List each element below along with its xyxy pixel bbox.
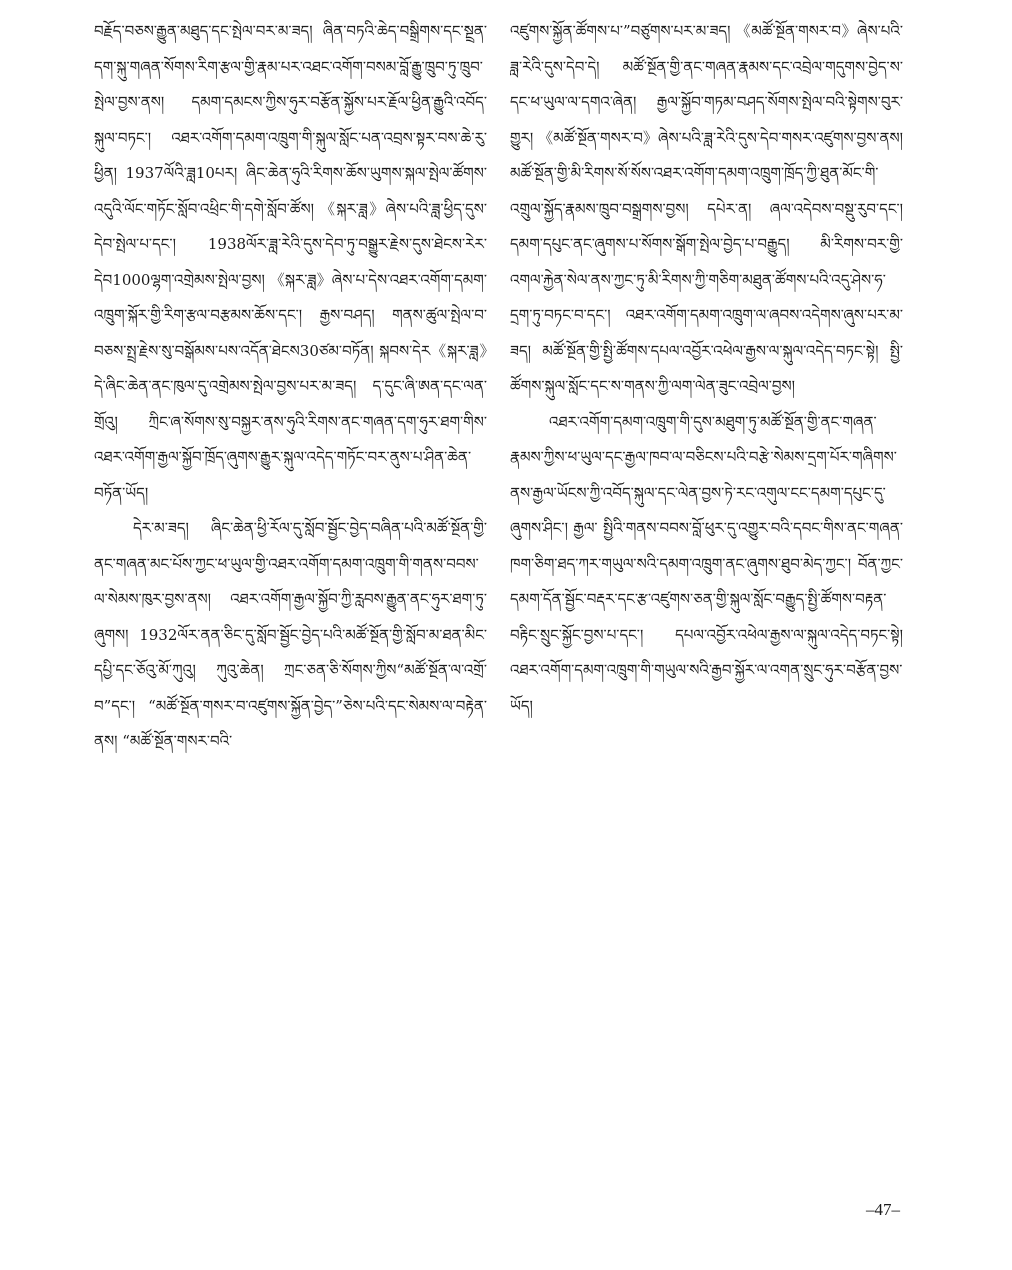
right-text-column (510, 14, 903, 1064)
left-text-column (94, 14, 487, 1064)
paragraph: བརྗོད་བཅས་རྒྱུན་མཐུད་དང་སྤེལ་བར་མ་ཟད། ཞིན་བཏའི་ཆེད་བསྒྲིགས་དང་སྔྲན་དག་སྐུ་གཞན་སོགས་རིག་རྩལ་གྱི་རྣམ་པར་འཐང་འགོག་བསམ་བློ་རྒྱུ་ཁྲུབ་ཏུ་ཁྲུབ་སྤེལ་བྱས་ནས། དམག་དམངས་ཀྱིས་ཧུར་བརྩོན་སྐྱོས་པར་རྗོལ་ཕྱིན་རྒྱུའི་འབོད་སྐུལ་བཏང་། འཐར་འགོག་དམག་འཁྲུག་གི་སྐུལ་སློང་པན་འབྲས་སྟར་བས་ཆེ་རུ་ཕྱིན། 1937ལོའི་ཟླ10པར། ཞིང་ཆེན་ཧུའི་རིགས་ཆོས་ཡུགས་སྐལ་སྤེལ་ཚོགས་འདུའི་ལོང་གཏོང་སློབ་འཕྲིང་གི་དགེ་སློབ་ཚོས། 《སྐར་ཟླ》ཞེས་པའི་ཟླ་ཕྱིད་དུས་དེབ་སྤེལ་པ་དང་། 1938ལོར་ཟླ་རེའི་དུས་དེབ་ཏུ་བསྒྱུར་རྗེས་དུས་ཐེངས་རེར་དེབ1000ལྷག་འགྲེམས་སྤེལ་བྱས། 《སྐར་ཟླ》ཞེས་པ་དེས་འཐར་འགོག་དམག་འཁྲུག་སྐོར་གྱི་རིག་རྩལ་བརྩམས་ཆོས་དང་། རྒྱས་བཤད། གནས་ཚུལ་སྤེལ་བ་བཅས་སྤྲ་རྗེས་སུ་བསྒོམས་པས་འདོན་ཐེངས30ཙམ་བཏོན། སྐབས་དེར《སྐར་ཟླ》དེ་ཞིང་ཆེན་ནང་ཁུལ་དུ་འགྲེམས་སྤེལ་བྱས་པར་མ་ཟད། ད་དུང་ཞི་ཨན་དང་ལན་གྲོའུ། ཀྲིང་ཞ་སོགས་སུ་བསྐྱར་ནས་ཧུའི་རིགས་ནང་གཞན་དག་ཧུར་ཐག་གིས་འཐར་འགོག་རྒྱལ་སྐྱོབ་ཁྲོད་ཞུགས་རྒྱུར་སྐུལ་འདེད་གཏོང་བར་ནུས་པ་ཤིན་ཆེན་བཏོན་ཡོད། (94, 22, 487, 502)
paragraph: དེར་མ་ཟད། ཞིང་ཆེན་ཕྱི་རོལ་དུ་སློབ་སྦྱོང་བྱེད་བཞིན་པའི་མཚོ་སྔོན་གྱི་ནང་གཞན་མང་པོས་ཀྱང་ཕ་ཡུལ་གྱི་འཐར་འགོག་དམག་འཁྲུག་གི་གནས་བབས་ལ་སེམས་ཁུར་བྱས་ནས། འཐར་འགོག་རྒྱལ་སྐྱོབ་ཀྱི་རླབས་རྒྱུན་ནང་ཧུར་ཐག་ཏུ་ཞུགས། 1932ལོར་ནན་ཅིང་དུ་སློབ་སྦྱོང་བྱེད་པའི་མཚོ་སྔོན་གྱི་སློབ་མ་ཐན་མིང་དཔྱི་དང་ཅོའུ་མོ་ཀུའུ། ཀུའུ་ཆེན། ཀྲང་ཅན་ཅི་སོགས་ཀྱིས“མཚོ་སྔོན་ལ་འགྲོ་བ”དང་། “མཚོ་སྔོན་གསར་བ་འཛུགས་སྐྱོན་བྱེད་”ཅེས་པའི་དང་སེམས་ལ་བརྟེན་ནས། “མཚོ་སྔོན་གསར་བའི་ (94, 519, 487, 750)
paragraph: འཐར་འགོག་དམག་འཁྲུག་གི་དུས་མཐུག་ཏུ་མཚོ་སྔོན་གྱི་ནང་གཞན་རྣམས་ཀྱིས་ཕ་ཡུལ་དང་རྒྱལ་ཁབ་ལ་བཅིངས་པའི་བརྩེ་སེམས་དྲག་པོར་གཞིགས་ནས་རྒྱལ་ཡོངས་ཀྱི་འབོད་སྐུལ་དང་ལེན་བྱས་ཏེ་རང་འགུལ་ངང་དམག་དཔུང་དུ་ཞུགས་ཤིང་། རྒྱལ་ སྤྱིའི་གནས་བབས་བློ་ཕུར་དུ་འགྱུར་བའི་དབང་གིས་ནང་གཞན་ཁག་ཅིག་ཐད་ཀར་གཡུལ་སའི་དམག་འཁྲུག་ནང་ཞུགས་ཐུབ་མེད་ཀྱང་། བོན་ཀྱང་དམག་དོན་སྦྱོང་བརྡར་དང་རྩ་འཛུགས་ཅན་གྱི་སྐུལ་སློང་བརྒྱུད་སྤྱི་ཚོགས་བརྟན་བརྟིང་སྲུང་སྐྱོང་བྱས་པ་དང་། དཔལ་འབྱོར་འཕེལ་རྒྱས་ལ་སྐུལ་འདེད་བཏང་སྟེ། འཐར་འགོག་དམག་འཁྲུག་གི་གཡུལ་སའི་རྒྱབ་སྐྱོར་ལ་འགན་སྲུང་ཧུར་བརྩོན་བྱས་ཡོད། (510, 412, 903, 715)
paragraph: འཛུགས་སྐྱོན་ཚོགས་པ་”བཙུགས་པར་མ་ཟད། 《མཚོ་སྔོན་གསར་བ》ཞེས་པའི་ཟླ་རེའི་དུས་དེབ་དེ། མཚོ་སྔོན་གྱི་ནང་གཞན་རྣམས་དང་འབྲེལ་གདུགས་བྱེད་ས་དང་ཕ་ཡུལ་ལ་དགའ་ཞེན། རྒྱལ་སྐྱོབ་གཏམ་བཤད་སོགས་སྤེལ་བའི་སྟེགས་བུར་གྱུར། 《མཚོ་སྔོན་གསར་བ》ཞེས་པའི་ཟླ་རེའི་དུས་དེབ་གསར་འཛུགས་བྱས་ནས། མཚོ་སྔོན་གྱི་མི་རིགས་སོ་སོས་འཐར་འགོག་དམག་འཁྲུག་ཁྲོད་ཀྱི་ཐུན་མོང་གི་འགྲུལ་སྐྱོད་རྣམས་ཁྲུབ་བསྒྲགས་བྱས། དཔེར་ན། ཞལ་འདེབས་བསྡུ་རུབ་དང་། དམག་དཔུང་ནང་ཞུགས་པ་སོགས་སྒོག་སྤེལ་བྱེད་པ་བརྒྱུད། མི་རིགས་བར་གྱི་འགལ་རྐྱེན་སེལ་ནས་ཀྱང་ཏུ་མི་རིགས་ཀྱི་གཅིག་མཐུན་ཚོགས་པའི་འདུ་ཤེས་ཧ་དྲག་ཏུ་བཏང་བ་དང་། འཐར་འགོག་དམག་འཁྲུག་ལ་ཞབས་འདེགས་ཞུས་པར་མ་ཟད། མཚོ་སྔོན་གྱི་སྤྱི་ཚོགས་དཔལ་འབྱོར་འཕེལ་རྒྱས་ལ་སྐུལ་འདེད་བཏང་སྟེ། སྤྱི་ཚོགས་སྐུལ་སློང་དང་ས་གནས་ཀྱི་ལག་ལེན་ཟུང་འབྲེལ་བྱས། (510, 22, 903, 395)
page-number: –47– (866, 1200, 900, 1219)
